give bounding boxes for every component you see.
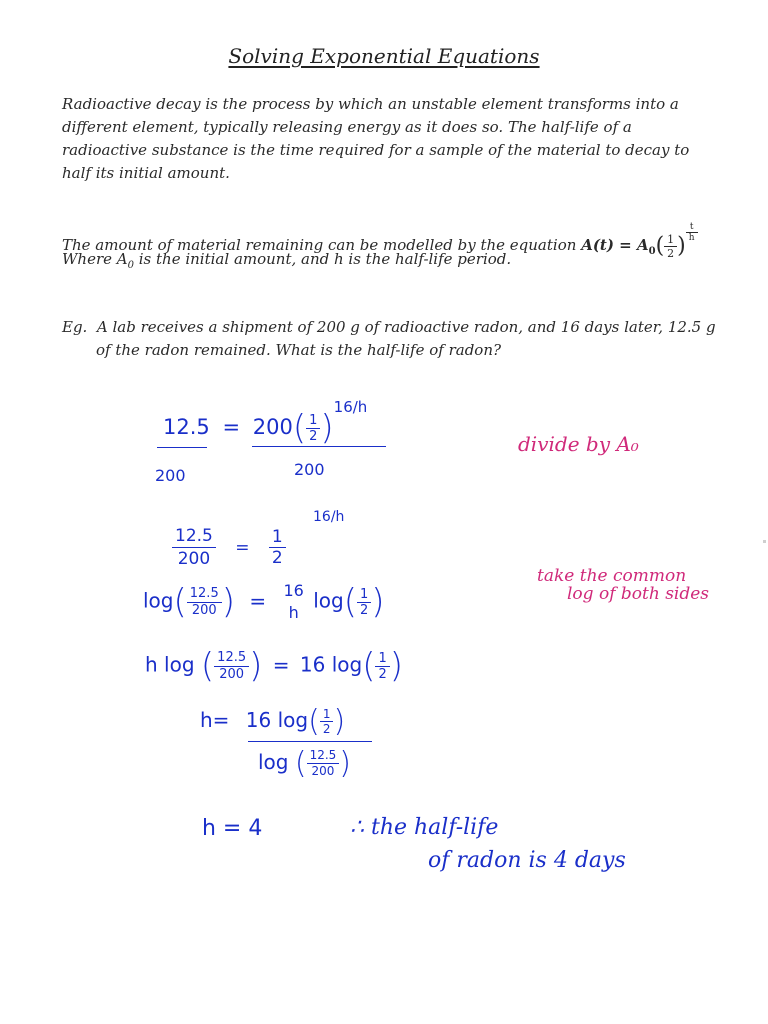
step2-equation: $\frac{12.5}{200}$ = $\frac{1}{2}$: [172, 525, 286, 570]
step1-equation: 12.5 = 200( $\frac{1}{2}$ )$^{16/h}$: [163, 398, 368, 448]
example-label: Eg.: [62, 318, 88, 336]
divide-line-right: [252, 446, 386, 447]
example-line-1: Eg. A lab receives a shipment of 200 g of radioactive radon, and 16 days later, 12.5 g: [62, 318, 716, 336]
where-line: Where $A_0$ is the initial amount, and h is the half-life period.: [62, 250, 512, 271]
divisor-left: 200: [155, 466, 186, 485]
step5-denominator: log ( $\frac{12.5}{200}$ ): [258, 746, 352, 781]
step2-exponent: 16/h: [313, 509, 345, 525]
model-formula: $A(t) = A_0$( $\frac{1}{2}$ ) $^{\frac{t}{h}}$: [581, 236, 697, 254]
page-title: Solving Exponential Equations: [228, 44, 540, 68]
step5-fraction-bar: [248, 741, 372, 742]
step4-equation: h log ( $\frac{12.5}{200}$ ) = 16 log( $\frac{1}{2}$ ): [145, 646, 403, 686]
conclusion-line-1: ∴ the half-life: [350, 815, 499, 840]
answer: h = 4: [202, 816, 263, 841]
divisor-right: 200: [294, 460, 325, 479]
divide-line-left: [157, 447, 207, 448]
step3-equation: log( $\frac{12.5}{200}$ ) = 16 h log( $\frac{1}{2}$ ): [143, 581, 385, 622]
model-text: The amount of material remaining can be modelled by the equation: [62, 236, 577, 254]
note-log-line2: log of both sides: [567, 584, 710, 604]
note-log-line1: take the common: [537, 566, 687, 586]
scan-edge-mark: [763, 540, 766, 543]
example-line-2: of the radon remained. What is the half-life of radon?: [96, 341, 502, 359]
step5-equation: h= 16 log( $\frac{1}{2}$ ): [200, 704, 346, 739]
intro-paragraph: Radioactive decay is the process by which an unstable element transforms into a different element, typically releasing energy as it does so. The half-life of a radioactive substance is the time required for a sample of the material to decay to half its initial amount.: [62, 95, 690, 182]
conclusion-line-2: of radon is 4 days: [428, 848, 626, 873]
note-divide: divide by A₀: [518, 432, 639, 456]
